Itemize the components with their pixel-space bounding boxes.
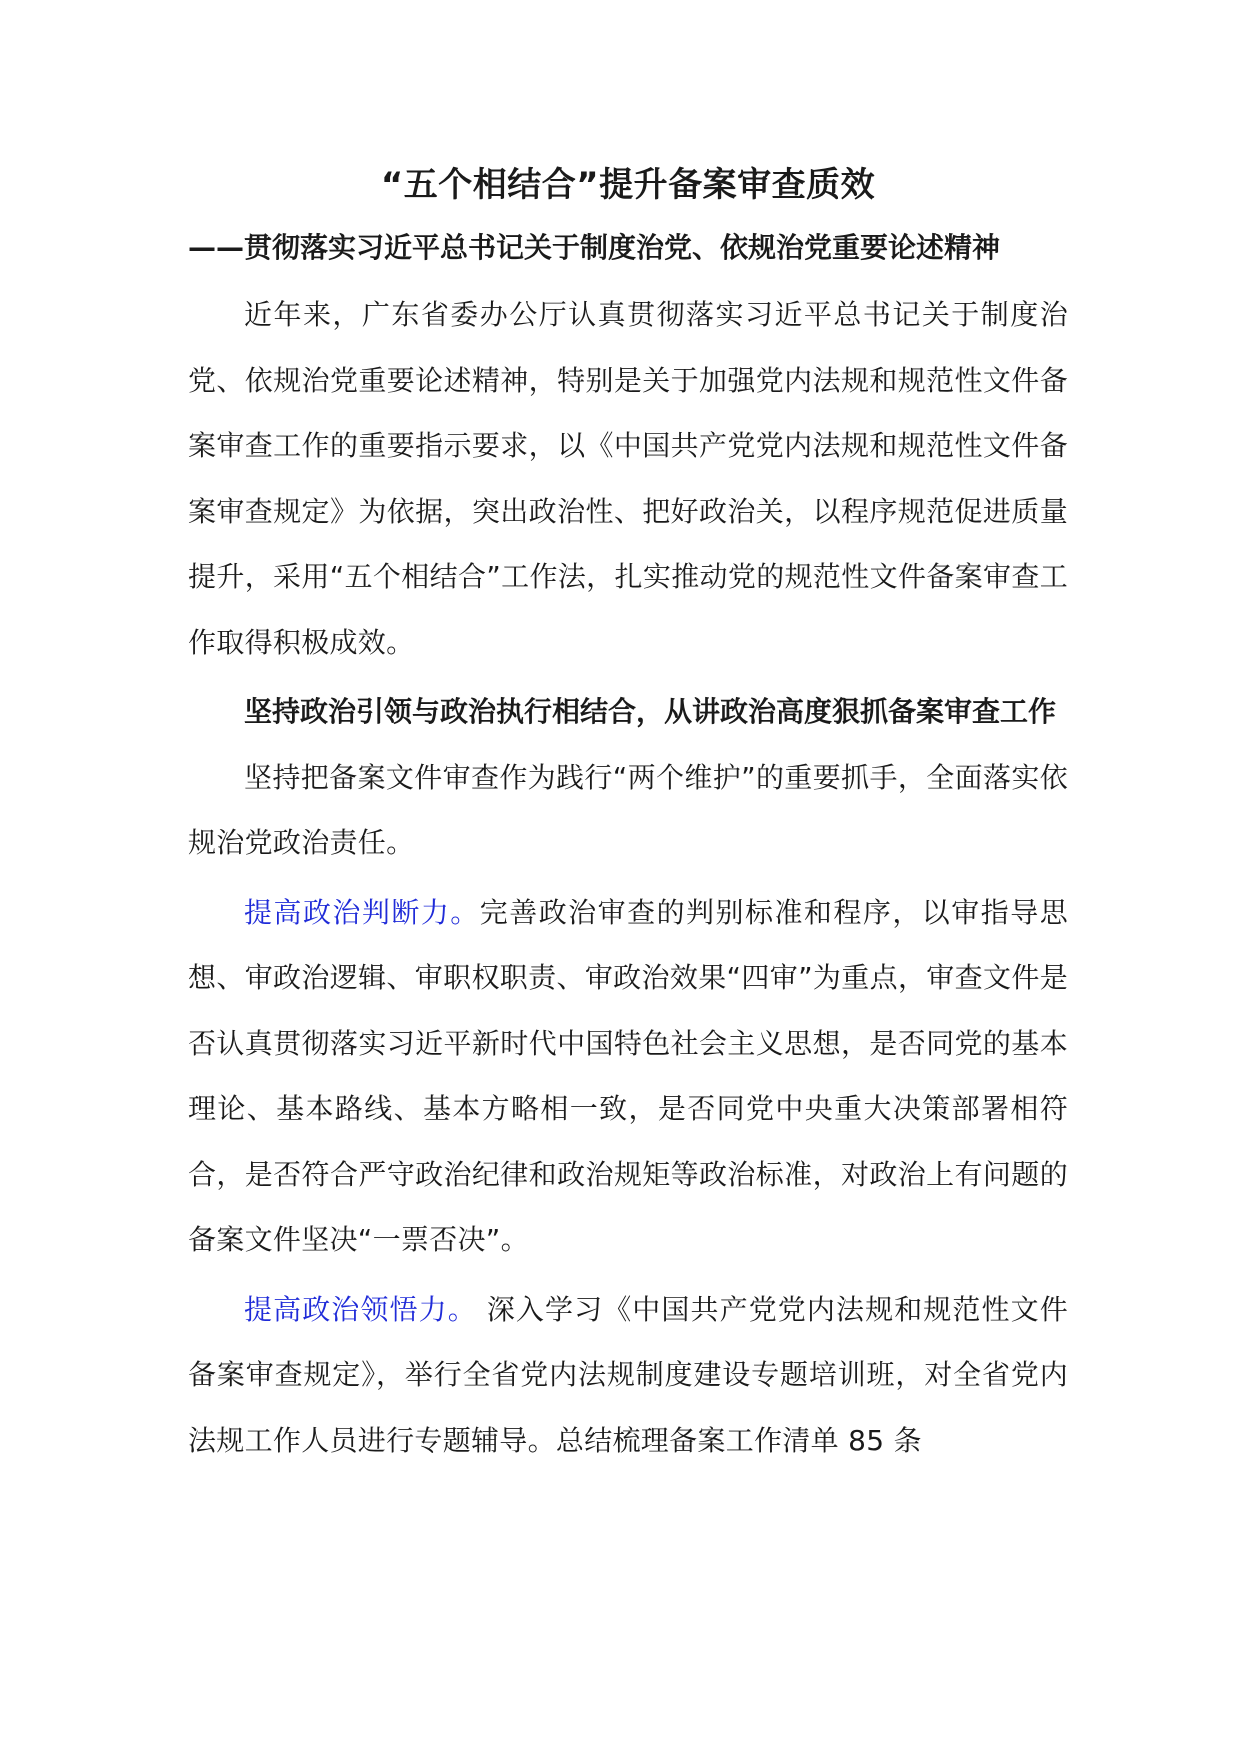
paragraph-3-body: 深入学习《中国共产党党内法规和规范性文件备案审查规定》，举行全省党内法规制度建设专题培训班，对全省党内法规工作人员进行专题辅导。总结梳理备案工作清单 85 条 bbox=[188, 1292, 1069, 1457]
section-heading: 坚持政治引领与政治执行相结合，从讲政治高度狠抓备案审查工作 bbox=[244, 695, 1057, 728]
paragraph-2-body: 完善政治审查的判别标准和程序，以审指导思想、审政治逻辑、审职权职责、审政治效果“四审”为重点，审查文件是否认真贯彻落实习近平新时代中国特色社会主义思想，是否同党的基本理论、基本路线、基本方略相一致，是否同党中央重大决策部署相符合，是否符合严守政治纪律和政治规矩等政治标准，对政治上有问题的备案文件坚决“一票否决”。 bbox=[188, 895, 1068, 1256]
intro-paragraph: 近年来，广东省委办公厅认真贯彻落实习近平总书记关于制度治党、依规治党重要论述精神，特别是关于加强党内法规和规范性文件备案审查工作的重要指示要求，以《中国共产党党内法规和规范性文件备案审查规定》为依据，突出政治性、把好政治关，以程序规范促进质量提升，采用“五个相结合”工作法，扎实推动党的规范性文件备案审查工作取得积极成效。 bbox=[188, 298, 1068, 659]
lead-phrase-judgment: 提高政治判断力。 bbox=[244, 895, 480, 929]
lead-phrase-comprehension: 提高政治领悟力。 bbox=[244, 1292, 477, 1326]
section-paragraph-2 bbox=[188, 880, 1068, 1273]
document-subtitle: ——贯彻落实习近平总书记关于制度治党、依规治党重要论述精神 bbox=[188, 231, 1001, 264]
section-paragraph-3 bbox=[188, 1277, 1068, 1474]
section-paragraph-1: 坚持把备案文件审查作为践行“两个维护”的重要抓手，全面落实依规治党政治责任。 bbox=[188, 760, 1068, 859]
document-title: “五个相结合”提升备案审查质效 bbox=[380, 165, 876, 205]
document-page bbox=[188, 160, 1068, 1473]
